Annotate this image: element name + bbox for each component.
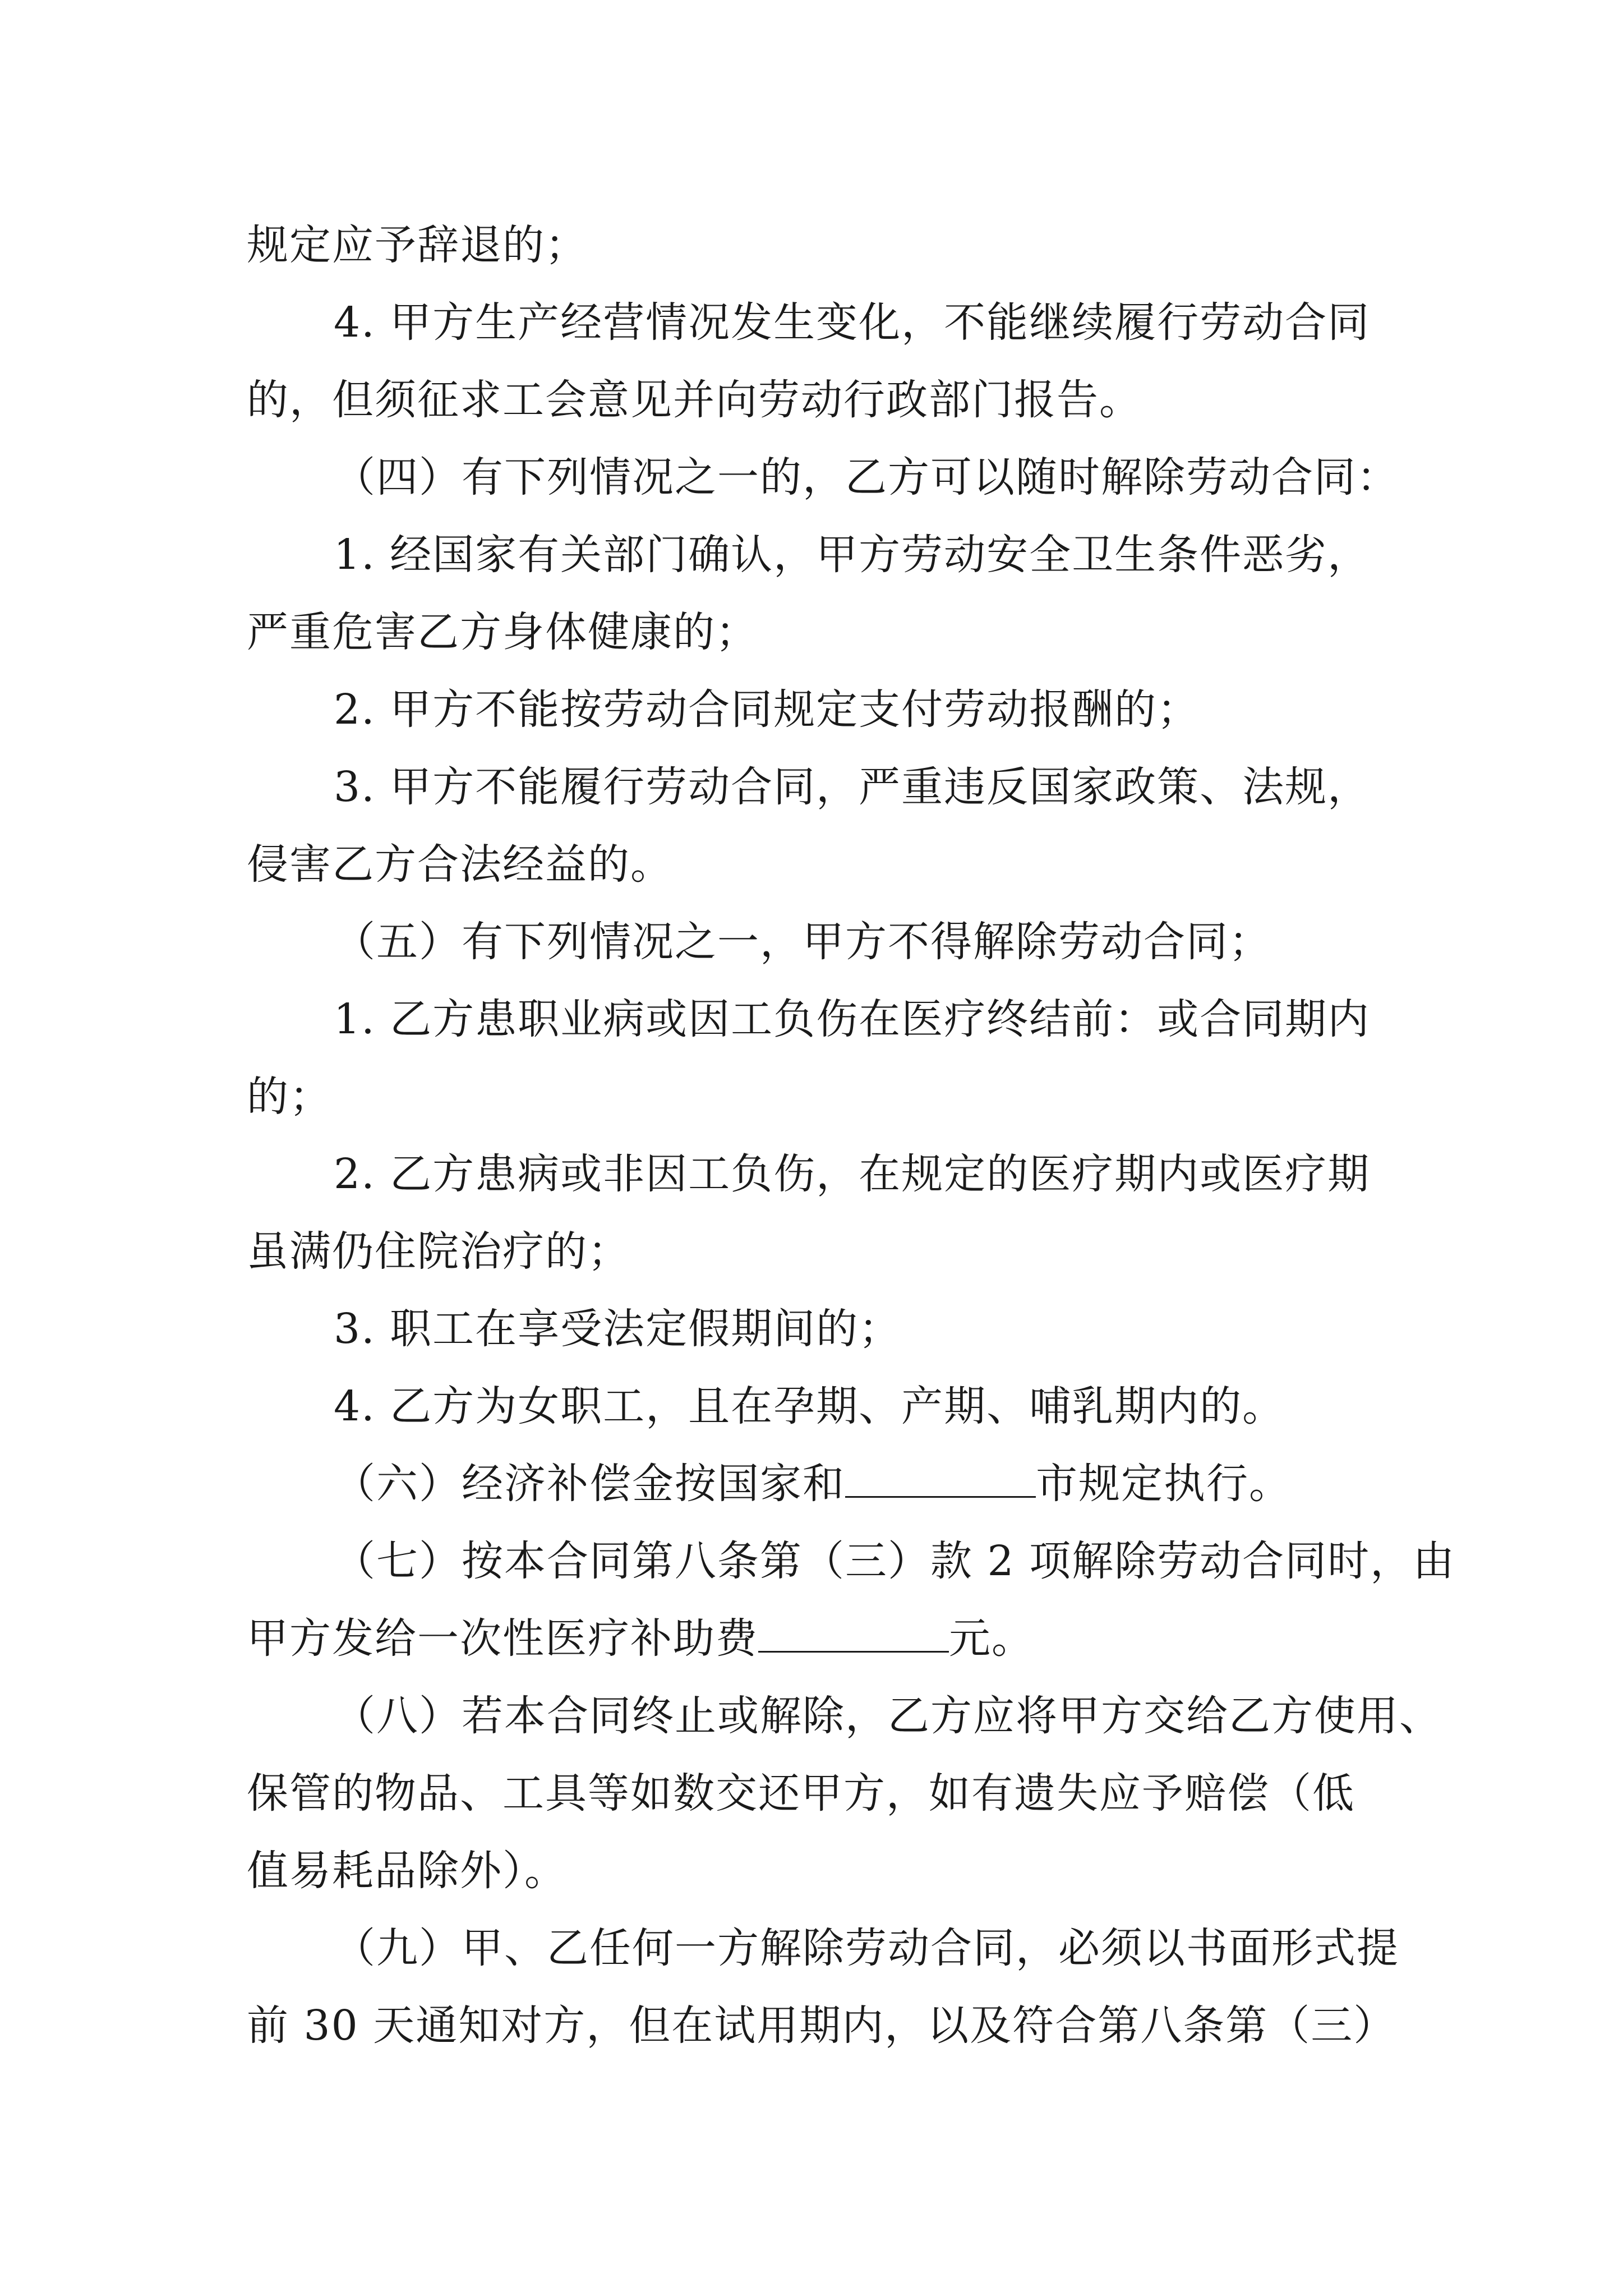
- text-line: 严重危害乙方身体健康的；: [247, 608, 758, 656]
- text-line: 4. 乙方为女职工，且在孕期、产期、哺乳期内的。: [334, 1382, 1285, 1430]
- text-line: 3. 甲方不能履行劳动合同，严重违反国家政策、法规，: [334, 763, 1371, 811]
- text-line: （四）有下列情况之一的，乙方可以随时解除劳动合同：: [334, 453, 1399, 501]
- text-line: 前 30 天通知对方，但在试用期内，以及符合第八条第（三）: [247, 2001, 1396, 2050]
- text-line: 1. 经国家有关部门确认，甲方劳动安全卫生条件恶劣，: [334, 531, 1371, 579]
- text-segment: （六）经济补偿金按国家和: [334, 1460, 845, 1508]
- text-line: 虽满仍住院治疗的；: [247, 1227, 630, 1276]
- text-segment: 市规定执行。: [1036, 1460, 1292, 1508]
- text-line: 的，但须征求工会意见并向劳动行政部门报告。: [247, 376, 1142, 424]
- text-line: 侵害乙方合法经益的。: [247, 840, 673, 889]
- fill-in-blank: [845, 1464, 1036, 1498]
- text-line-with-blank: [334, 1460, 1292, 1508]
- text-line: 2. 乙方患病或非因工负伤，在规定的医疗期内或医疗期: [334, 1150, 1371, 1198]
- text-line: （九）甲、乙任何一方解除劳动合同，必须以书面形式提: [334, 1924, 1399, 1972]
- text-line-with-blank: [247, 1614, 1034, 1663]
- text-line: 值易耗品除外）。: [247, 1847, 567, 1895]
- text-line: 规定应予辞退的；: [247, 221, 588, 269]
- text-line: 保管的物品、工具等如数交还甲方，如有遗失应予赔偿（低: [247, 1769, 1355, 1818]
- text-segment: 元。: [949, 1614, 1034, 1663]
- text-line: （八）若本合同终止或解除，乙方应将甲方交给乙方使用、: [334, 1692, 1442, 1740]
- text-line: 的；: [247, 1073, 332, 1121]
- text-line: 1. 乙方患职业病或因工负伤在医疗终结前：或合同期内: [334, 995, 1371, 1043]
- text-line: 4. 甲方生产经营情况发生变化，不能继续履行劳动合同: [334, 298, 1371, 347]
- text-line: （五）有下列情况之一，甲方不得解除劳动合同；: [334, 918, 1271, 966]
- text-line: （七）按本合同第八条第（三）款 2 项解除劳动合同时，由: [334, 1537, 1456, 1585]
- text-line: 3. 职工在享受法定假期间的；: [334, 1305, 902, 1353]
- fill-in-blank: [758, 1618, 949, 1653]
- text-line: 2. 甲方不能按劳动合同规定支付劳动报酬的；: [334, 685, 1200, 734]
- text-segment: 甲方发给一次性医疗补助费: [247, 1614, 758, 1663]
